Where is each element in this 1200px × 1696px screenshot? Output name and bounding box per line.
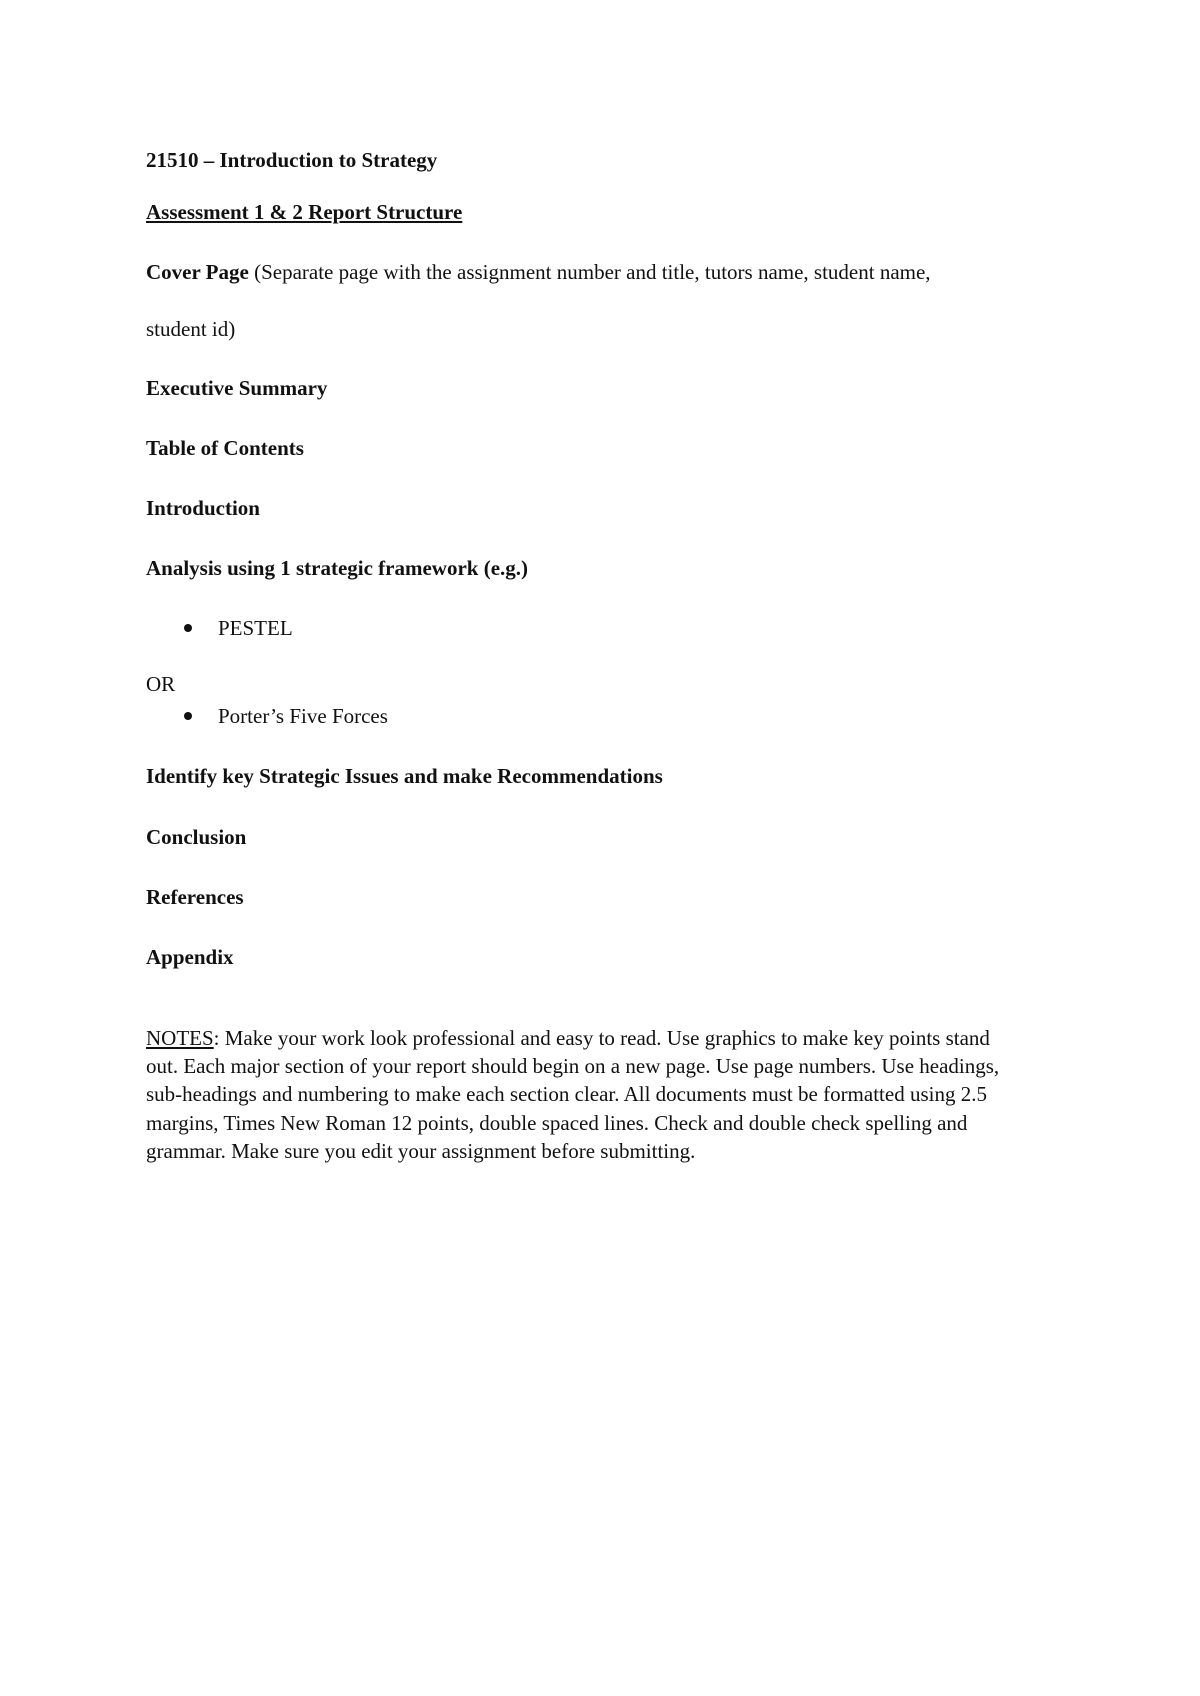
report-structure-heading: Assessment 1 & 2 Report Structure [146,200,463,224]
or-label: OR [146,672,176,696]
framework-porters-five-forces: Porter’s Five Forces [218,704,388,728]
references-heading: References [146,885,244,909]
table-of-contents-heading: Table of Contents [146,436,304,460]
bullet-icon [184,624,192,632]
notes-paragraph [146,1024,1026,1165]
course-title: 21510 – Introduction to Strategy [146,148,438,172]
notes-label: NOTES [146,1026,214,1050]
cover-page-heading: Cover Page [146,260,249,284]
appendix-heading: Appendix [146,945,234,969]
conclusion-heading: Conclusion [146,825,247,849]
cover-page-line [146,262,931,283]
framework-pestel: PESTEL [218,616,293,640]
executive-summary-heading: Executive Summary [146,376,328,400]
introduction-heading: Introduction [146,496,260,520]
bullet-icon [184,712,192,720]
notes-text: : Make your work look professional and easy to read. Use graphics to make key points stand out. Each major section of your report should begin on a new page. Use page numbers. Use headings, sub-headings and numbering to make each section clear. All documents must be formatted using 2.5 margins, Times New Roman 12 points, double spaced lines. Check and double check spelling and grammar. Make sure you edit your assignment before submitting. [146,1026,1000,1163]
cover-page-description-continued: student id) [146,317,236,341]
cover-page-description: (Separate page with the assignment number and title, tutors name, student name, [248,260,931,284]
analysis-heading: Analysis using 1 strategic framework (e.g.) [146,556,529,580]
strategic-issues-heading: Identify key Strategic Issues and make Recommendations [146,764,663,788]
